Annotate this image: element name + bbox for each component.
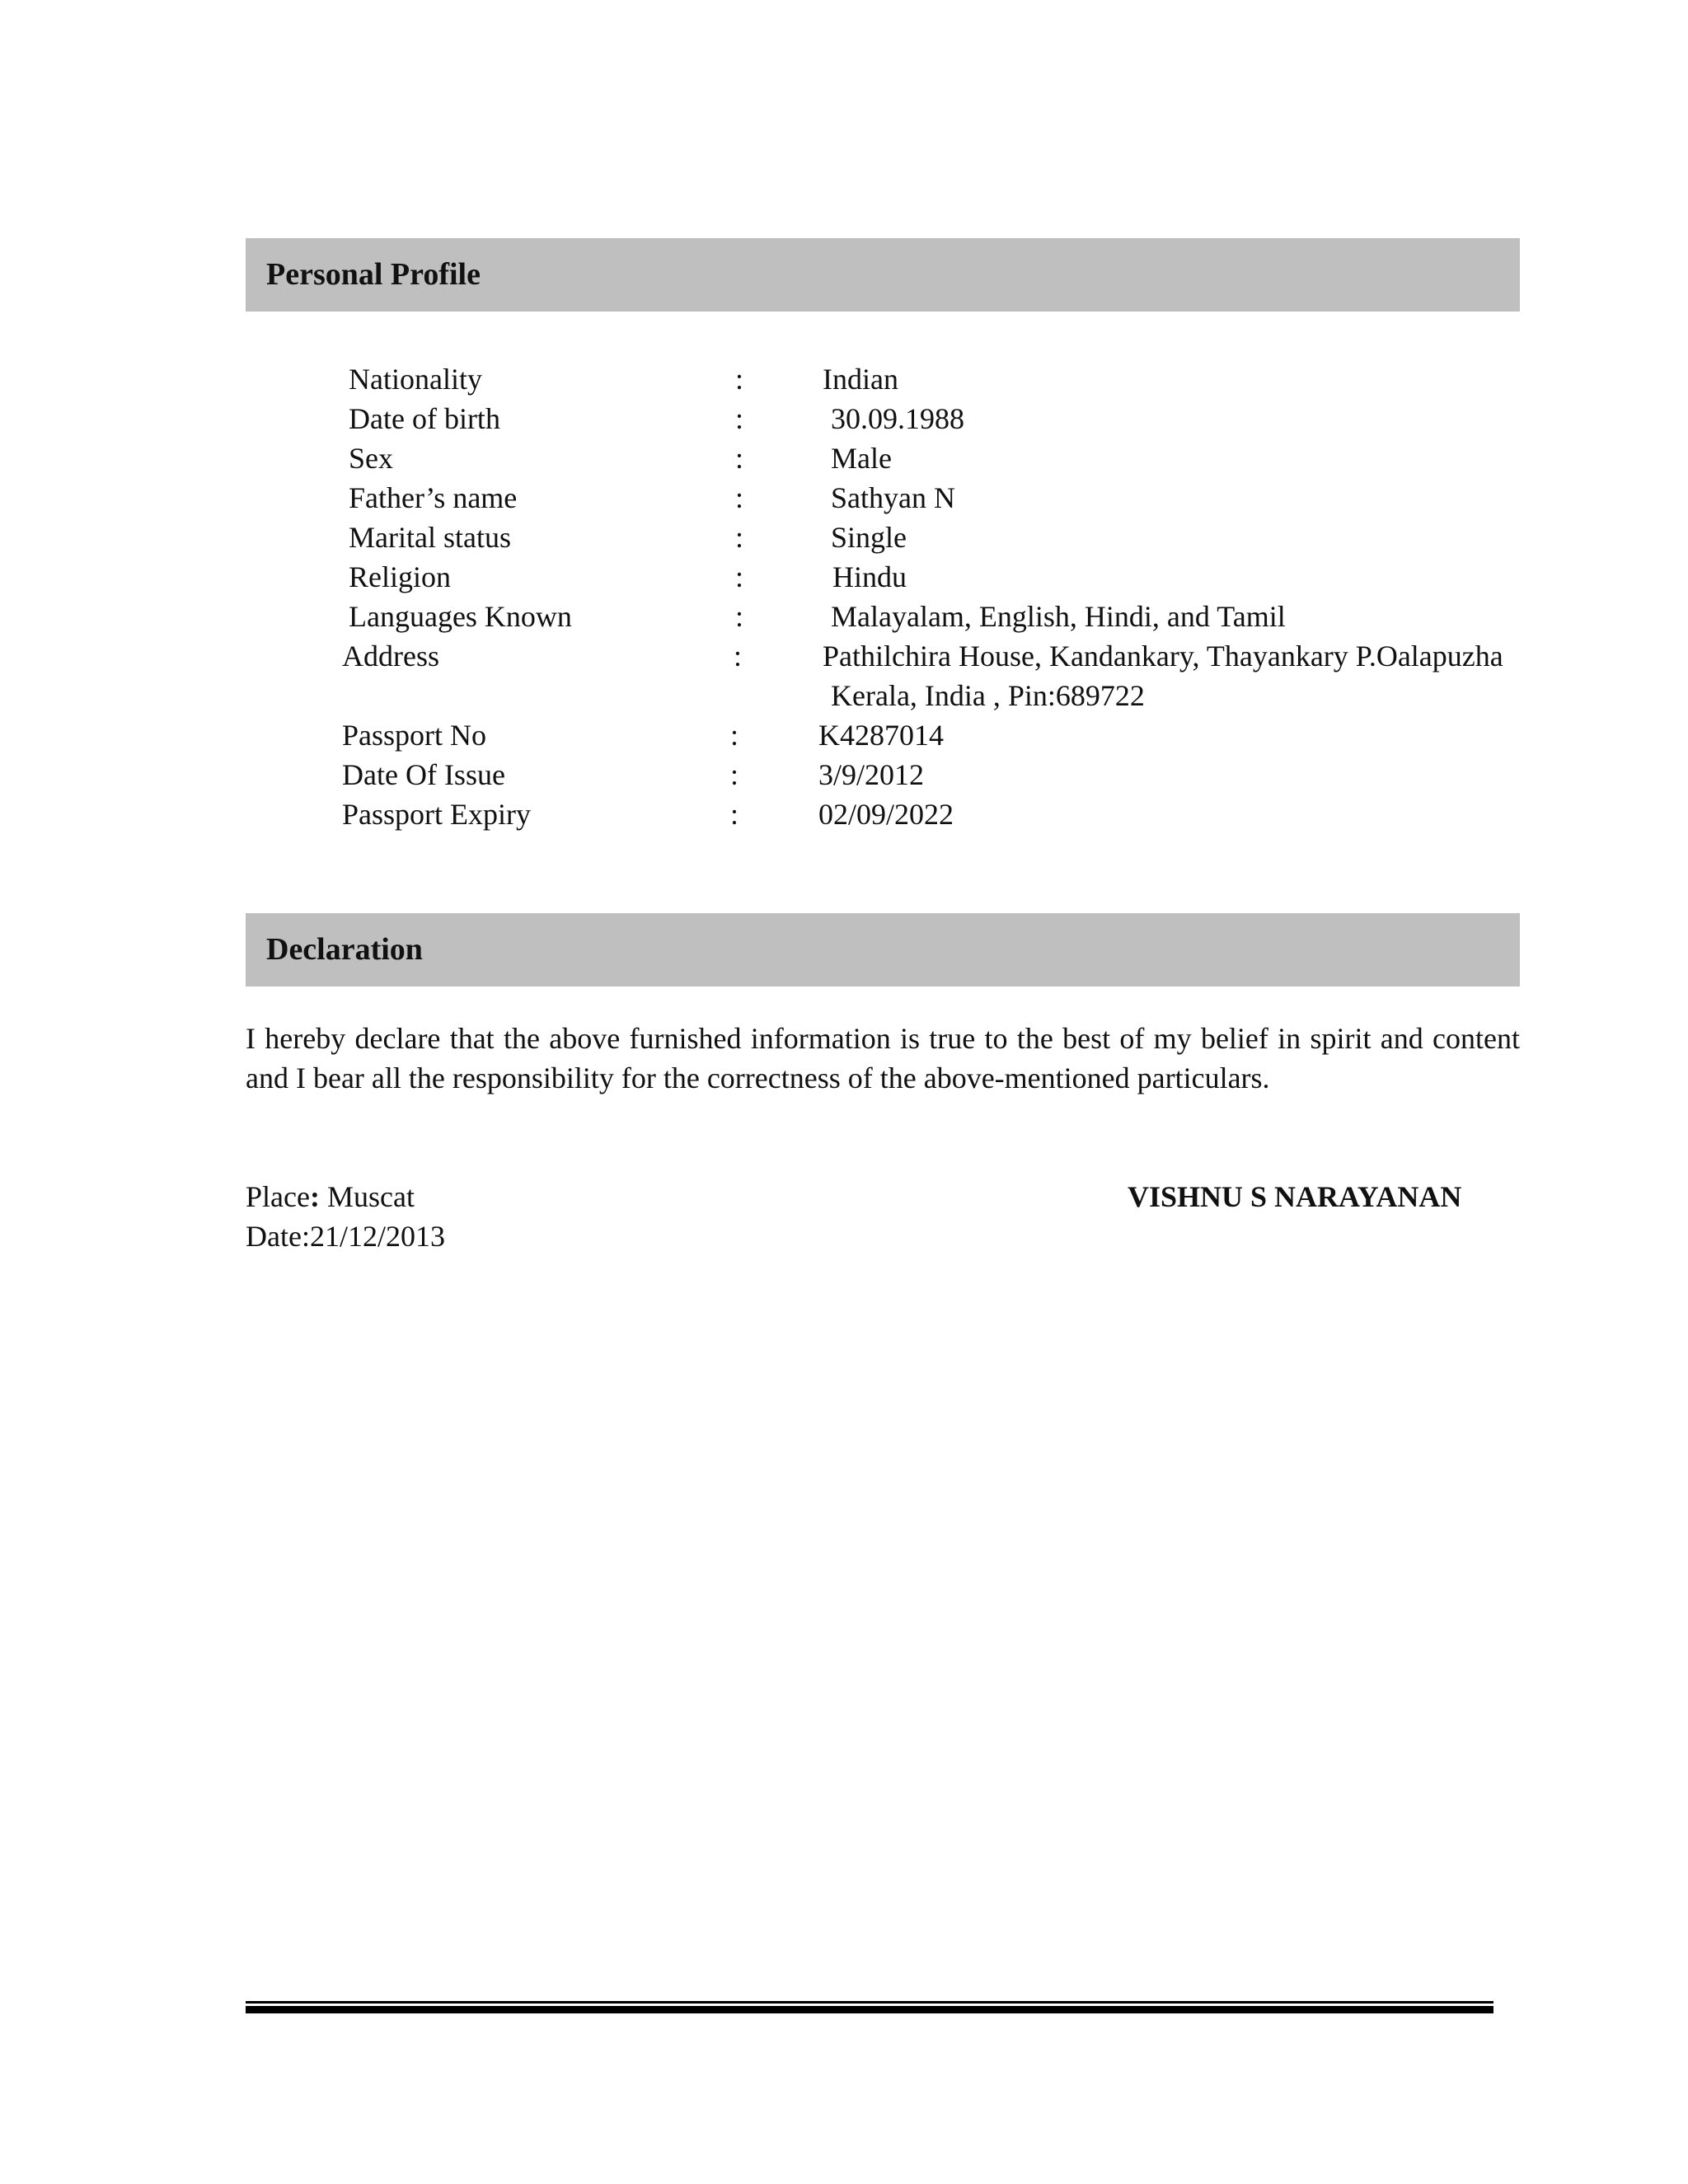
field-colon: : [735,442,744,475]
field-value-religion: Hindu [832,560,907,593]
footer-rule-thick [246,2006,1493,2013]
field-label-date-of-birth: Date of birth [349,402,500,435]
field-value-address-line2: Kerala, India , Pin:689722 [831,679,1145,712]
field-colon: : [735,521,744,554]
field-colon: : [730,798,739,831]
field-label-languages-known: Languages Known [349,600,572,633]
field-label-religion: Religion [349,560,451,593]
declaration-heading: Declaration [266,932,423,967]
field-label-passport-no: Passport No [342,719,487,752]
field-label-sex: Sex [349,442,393,475]
place-value: Muscat [319,1180,415,1213]
declaration-header [246,913,1520,987]
field-label-date-of-issue: Date Of Issue [342,758,505,791]
place-label: Place [246,1180,310,1213]
place-colon: : [309,1180,320,1213]
date-line: Date:21/12/2013 [246,1220,445,1253]
personal-profile-heading: Personal Profile [266,257,481,292]
field-label-nationality: Nationality [349,363,482,396]
field-label-marital-status: Marital status [349,521,511,554]
field-colon: : [735,600,744,633]
field-value-nationality: Indian [823,363,898,396]
field-colon: : [730,719,739,752]
field-colon: : [735,560,744,593]
field-label-address: Address [342,640,439,673]
field-value-passport-expiry: 02/09/2022 [818,798,954,831]
signature-name: VISHNU S NARAYANAN [1128,1180,1462,1213]
field-value-fathers-name: Sathyan N [831,481,955,514]
field-value-marital-status: Single [831,521,907,554]
field-colon: : [730,758,739,791]
field-colon: : [735,402,744,435]
field-value-sex: Male [831,442,892,475]
field-colon: : [735,481,744,514]
place-line [246,1179,415,1215]
field-value-date-of-birth: 30.09.1988 [831,402,964,435]
field-colon: : [735,363,744,396]
footer-rule-thin [246,2001,1493,2004]
field-label-passport-expiry: Passport Expiry [342,798,531,831]
declaration-text: I hereby declare that the above furnished information is true to the best of my belief in spirit and content and I bear all the responsibility for the correctness of the above-mentioned particulars. [246,1022,1520,1094]
field-value-passport-no: K4287014 [818,719,944,752]
field-label-fathers-name: Father’s name [349,481,518,514]
field-value-languages-known: Malayalam, English, Hindi, and Tamil [831,600,1286,633]
personal-profile-header [246,238,1520,312]
field-colon: : [734,640,743,673]
field-value-address-line1: Pathilchira House, Kandankary, Thayankary P.Oalapuzha [823,640,1503,673]
field-value-date-of-issue: 3/9/2012 [818,758,925,791]
